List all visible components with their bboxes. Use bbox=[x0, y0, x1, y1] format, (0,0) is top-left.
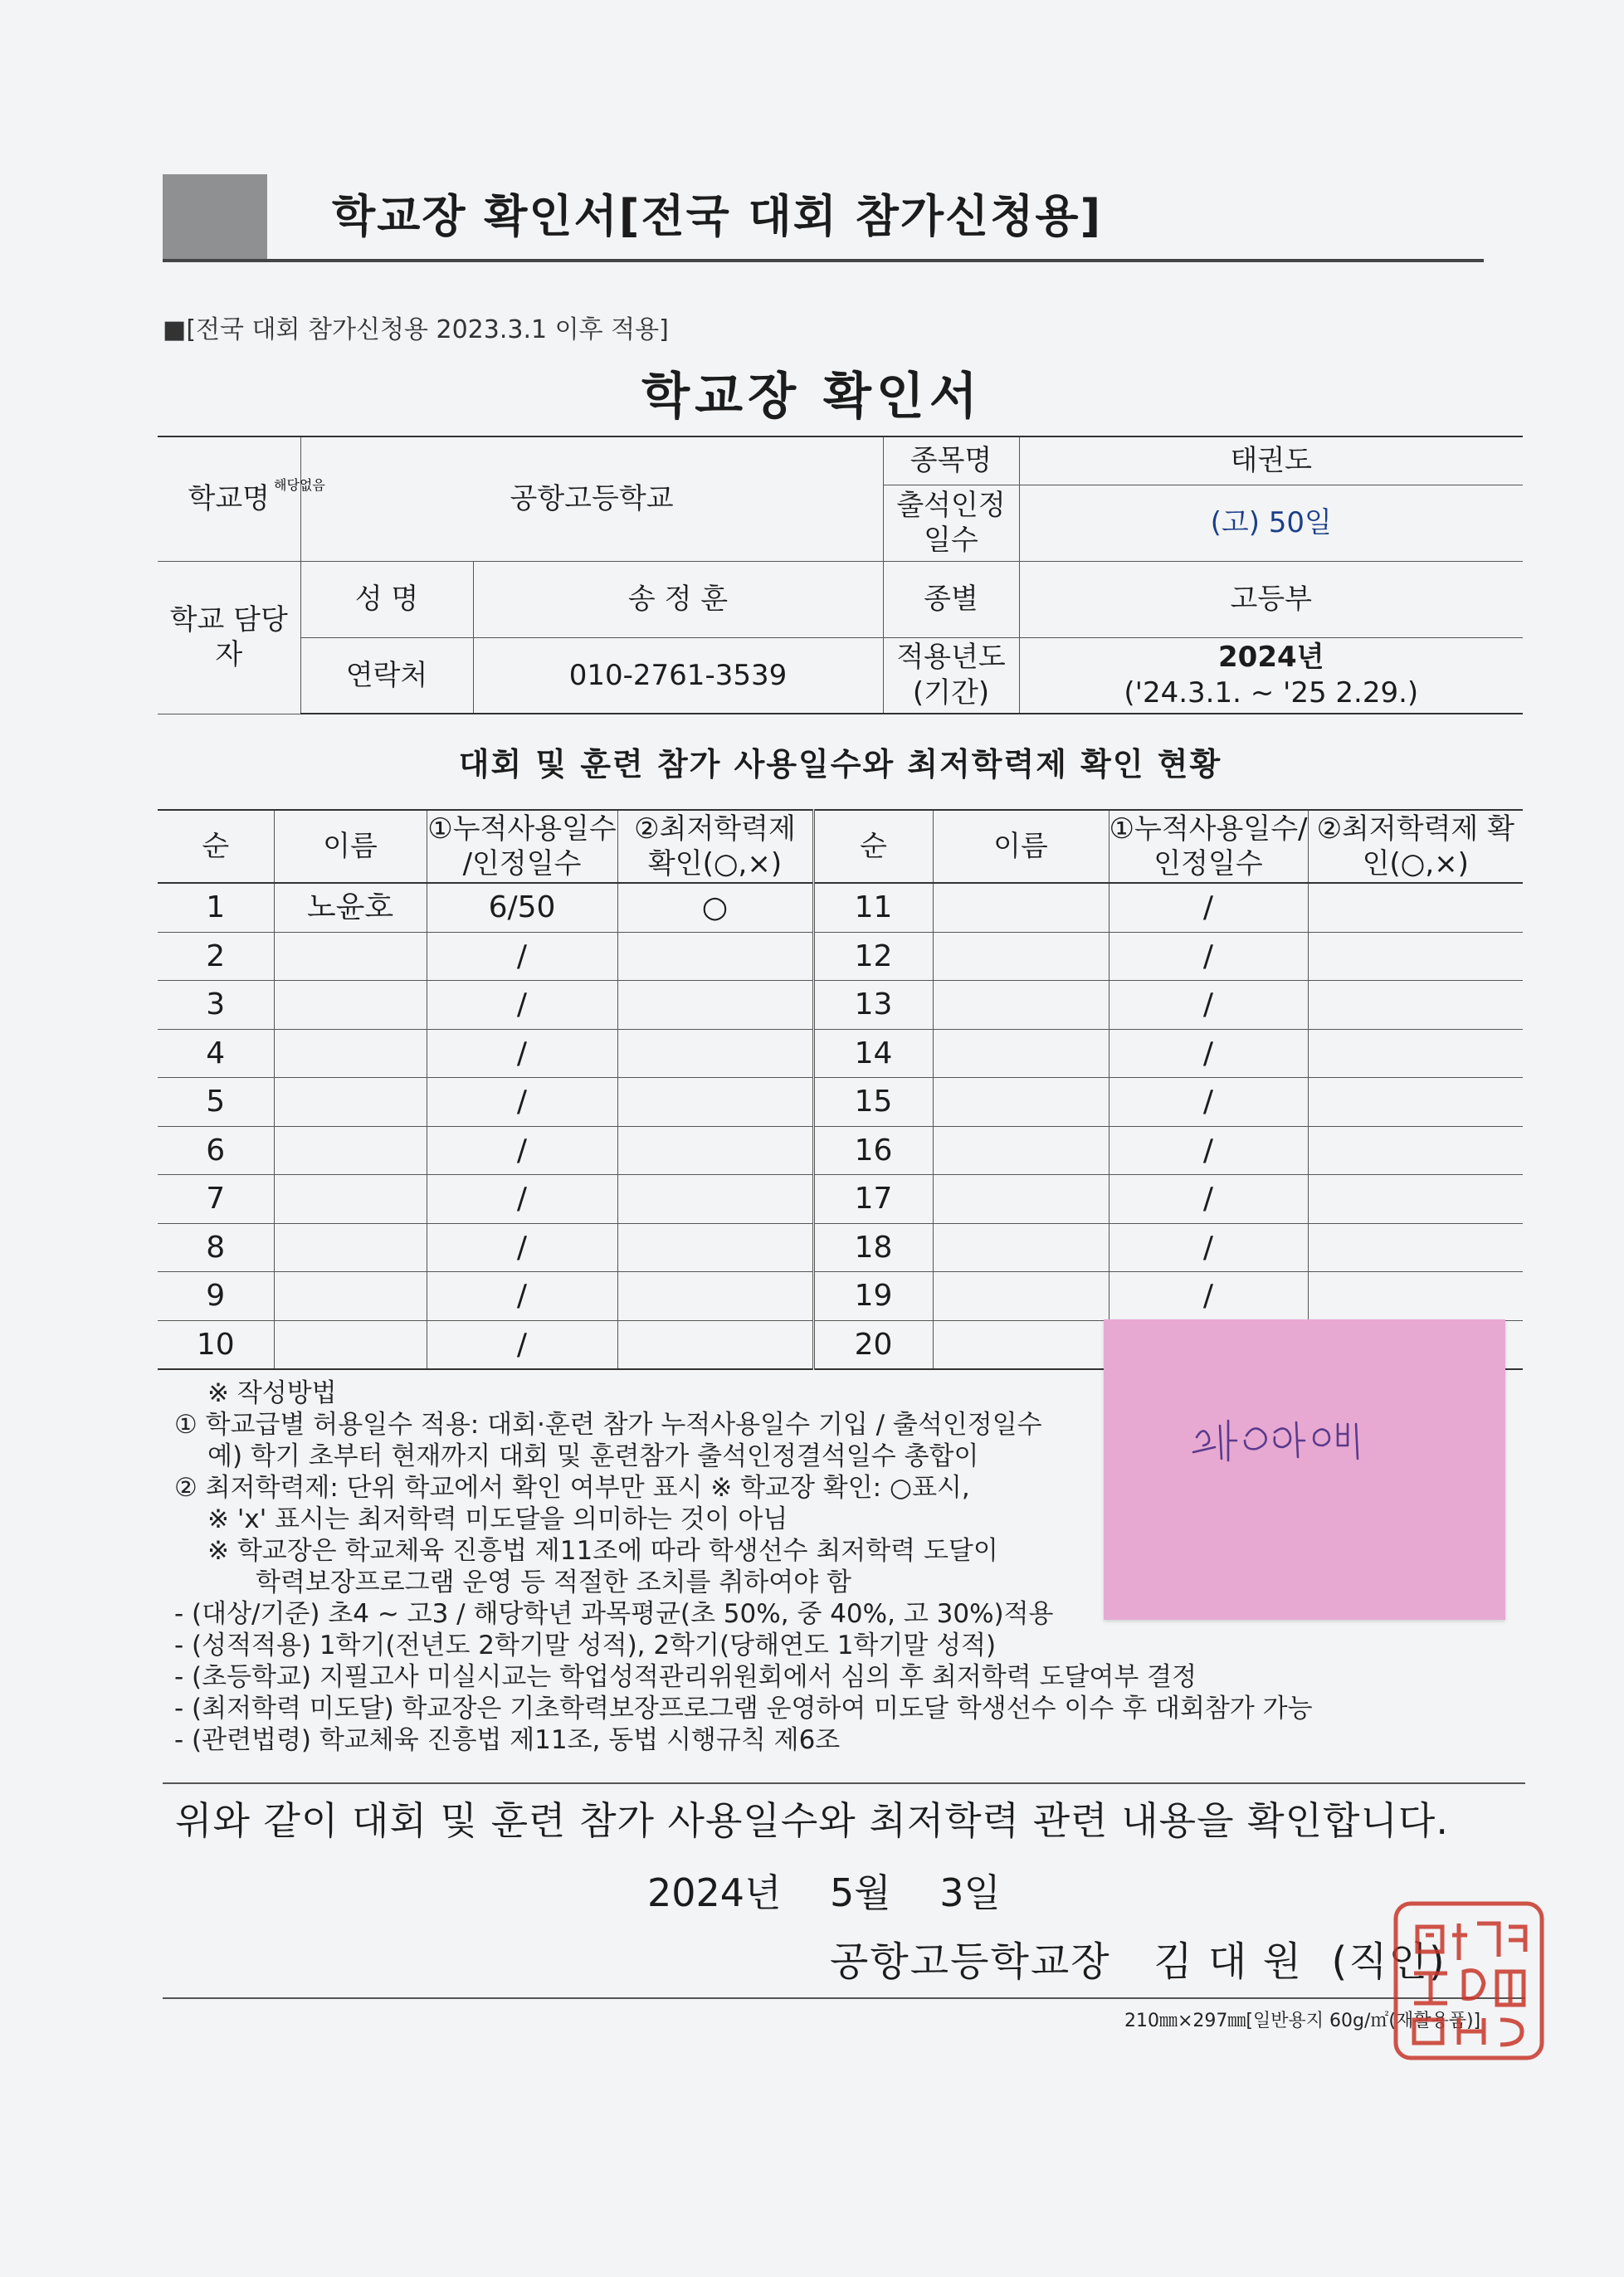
row-days: / bbox=[427, 932, 617, 981]
col-header-days-2: ①누적사용일수/ 인정일수 bbox=[1109, 810, 1308, 883]
applies-note: ■[전국 대회 참가신청용 2023.3.1 이후 적용] bbox=[163, 315, 669, 344]
manager-label: 학교 담당자 bbox=[158, 561, 300, 714]
issue-date bbox=[647, 1863, 1001, 1918]
row-name bbox=[274, 981, 427, 1030]
row-days-2: / bbox=[1109, 1272, 1308, 1321]
school-label: 학교명 bbox=[158, 436, 300, 561]
note-line: 예) 학기 초부터 현재까지 대회 및 훈련참가 출석인정결석일수 총합이 bbox=[207, 1441, 979, 1471]
note-line: ※ 'x' 표시는 최저학력 미도달을 의미하는 것이 아님 bbox=[207, 1504, 788, 1534]
principal-signature: 공항고등학교장 김 대 원 (직인) bbox=[830, 1938, 1446, 1985]
note-line: 학력보장프로그램 운영 등 적절한 조치를 취하여야 함 bbox=[256, 1568, 851, 1597]
table-row bbox=[158, 1175, 1523, 1224]
document-title: 학교장 확인서 bbox=[641, 368, 983, 426]
row-name-2 bbox=[933, 981, 1109, 1030]
row-number: 3 bbox=[158, 981, 274, 1030]
col-header-no-2: 순 bbox=[813, 810, 933, 883]
col-header-days: ①누적사용일수 /인정일수 bbox=[427, 810, 617, 883]
row-minimum-2 bbox=[1308, 1175, 1523, 1224]
row-days-2: / bbox=[1109, 1223, 1308, 1272]
row-minimum bbox=[617, 1029, 813, 1078]
date-month: 5월 bbox=[830, 1870, 891, 1915]
row-name bbox=[274, 1223, 427, 1272]
name-label: 성 명 bbox=[300, 561, 473, 637]
row-days-2: / bbox=[1109, 932, 1308, 981]
table-row bbox=[158, 1078, 1523, 1127]
row-number: 4 bbox=[158, 1029, 274, 1078]
bottom-divider bbox=[163, 1997, 1525, 1999]
table-row bbox=[158, 1126, 1523, 1175]
row-minimum bbox=[617, 1126, 813, 1175]
sport-label: 종목명 bbox=[883, 436, 1019, 485]
row-number-2: 12 bbox=[813, 932, 933, 981]
table-row bbox=[158, 932, 1523, 981]
row-name-2 bbox=[933, 1175, 1109, 1224]
note-line: ※ 작성방법 bbox=[207, 1378, 337, 1408]
row-minimum bbox=[617, 932, 813, 981]
row-name-2 bbox=[933, 1272, 1109, 1321]
note-line: - (대상/기준) 초4 ~ 고3 / 해당학년 과목평균(초 50%, 중 40%, 고 30%)적용 bbox=[174, 1599, 1054, 1629]
attendance-label: 출석인정 일수 bbox=[883, 485, 1019, 561]
table-row bbox=[158, 981, 1523, 1030]
row-number: 5 bbox=[158, 1078, 274, 1127]
row-number: 9 bbox=[158, 1272, 274, 1321]
col-header-no: 순 bbox=[158, 810, 274, 883]
row-number: 2 bbox=[158, 932, 274, 981]
date-year: 2024년 bbox=[647, 1870, 782, 1915]
table-row bbox=[158, 1272, 1523, 1321]
col-header-min-2: ②최저학력제 확인(○,×) bbox=[1308, 810, 1523, 883]
row-days-2: / bbox=[1109, 1029, 1308, 1078]
sticky-note-text: 해당없음 bbox=[274, 477, 325, 493]
row-name bbox=[274, 1078, 427, 1127]
confirm-statement: 위와 같이 대회 및 훈련 참가 사용일수와 최저학력 관련 내용을 확인합니다. bbox=[175, 1798, 1449, 1843]
row-name bbox=[274, 1320, 427, 1369]
row-name-2 bbox=[933, 1029, 1109, 1078]
row-minimum bbox=[617, 981, 813, 1030]
row-minimum-2 bbox=[1308, 1078, 1523, 1127]
row-minimum-2 bbox=[1308, 932, 1523, 981]
row-name-2 bbox=[933, 1078, 1109, 1127]
name-value: 송 정 훈 bbox=[473, 561, 883, 637]
year-label: 적용년도 (기간) bbox=[883, 637, 1019, 714]
row-days: / bbox=[427, 1272, 617, 1321]
row-name bbox=[274, 1126, 427, 1175]
row-name-2 bbox=[933, 883, 1109, 932]
attendance-value: (고) 50일 bbox=[1019, 485, 1523, 561]
year-cell bbox=[1019, 637, 1523, 714]
table-row bbox=[158, 883, 1523, 932]
date-day: 3일 bbox=[939, 1870, 1001, 1915]
row-name-2 bbox=[933, 1223, 1109, 1272]
division-label: 종별 bbox=[883, 561, 1019, 637]
row-days: / bbox=[427, 1223, 617, 1272]
row-name bbox=[274, 1029, 427, 1078]
row-number-2: 19 bbox=[813, 1272, 933, 1321]
row-minimum bbox=[617, 1175, 813, 1224]
official-seal-icon bbox=[1384, 1894, 1553, 2068]
division-value: 고등부 bbox=[1019, 561, 1523, 637]
paper-spec: 210㎜×297㎜[일반용지 60g/㎡(재활용품)] bbox=[1124, 2011, 1481, 2031]
contact-label: 연락처 bbox=[300, 637, 473, 714]
row-number-2: 15 bbox=[813, 1078, 933, 1127]
school-name: 공항고등학교 bbox=[300, 436, 883, 561]
row-minimum: ○ bbox=[617, 883, 813, 932]
row-number-2: 14 bbox=[813, 1029, 933, 1078]
row-days: / bbox=[427, 1320, 617, 1369]
row-days: / bbox=[427, 1029, 617, 1078]
row-days-2: / bbox=[1109, 1126, 1308, 1175]
note-line: - (초등학교) 지필고사 미실시교는 학업성적관리위원회에서 심의 후 최저학력 도달여부 결정 bbox=[174, 1662, 1197, 1692]
row-minimum-2 bbox=[1308, 1223, 1523, 1272]
note-line: ② 최저학력제: 단위 학교에서 확인 여부만 표시 ※ 학교장 확인: ○표시, bbox=[174, 1473, 970, 1503]
row-days-2: / bbox=[1109, 1175, 1308, 1224]
row-number-2: 13 bbox=[813, 981, 933, 1030]
row-name-2 bbox=[933, 932, 1109, 981]
row-number: 1 bbox=[158, 883, 274, 932]
row-days: / bbox=[427, 1126, 617, 1175]
row-name bbox=[274, 932, 427, 981]
note-line: - (관련법령) 학교체육 진흥법 제11조, 동법 시행규칙 제6조 bbox=[174, 1725, 841, 1755]
section-title: 대회 및 훈련 참가 사용일수와 최저학력제 확인 현황 bbox=[458, 746, 1222, 783]
row-name: 노윤호 bbox=[274, 883, 427, 932]
banner-underline bbox=[163, 259, 1484, 262]
row-minimum bbox=[617, 1078, 813, 1127]
row-number-2: 16 bbox=[813, 1126, 933, 1175]
sport-value: 태권도 bbox=[1019, 436, 1523, 485]
row-minimum bbox=[617, 1320, 813, 1369]
usage-table bbox=[158, 809, 1523, 1370]
row-days-2: / bbox=[1109, 981, 1308, 1030]
row-number: 6 bbox=[158, 1126, 274, 1175]
row-name-2 bbox=[933, 1320, 1109, 1369]
row-minimum-2 bbox=[1308, 1272, 1523, 1321]
contact-value: 010-2761-3539 bbox=[473, 637, 883, 714]
col-header-name: 이름 bbox=[274, 810, 427, 883]
note-line: - (성적적용) 1학기(전년도 2학기말 성적), 2학기(당해연도 1학기말 성적) bbox=[174, 1631, 997, 1660]
row-minimum-2 bbox=[1308, 883, 1523, 932]
row-days: / bbox=[427, 1078, 617, 1127]
note-line: ① 학교급별 허용일수 적용: 대회·훈련 참가 누적사용일수 기입 / 출석인정일수 bbox=[174, 1410, 1042, 1440]
period-value: ('24.3.1. ~ '25 2.29.) bbox=[1124, 675, 1419, 709]
row-number: 7 bbox=[158, 1175, 274, 1224]
row-number: 8 bbox=[158, 1223, 274, 1272]
row-number-2: 17 bbox=[813, 1175, 933, 1224]
col-header-name-2: 이름 bbox=[933, 810, 1109, 883]
row-days: 6/50 bbox=[427, 883, 617, 932]
banner-block bbox=[163, 174, 267, 262]
divider bbox=[163, 1782, 1525, 1784]
row-minimum bbox=[617, 1223, 813, 1272]
col-header-min: ②최저학력제 확인(○,×) bbox=[617, 810, 813, 883]
row-days-2: / bbox=[1109, 1078, 1308, 1127]
row-name bbox=[274, 1175, 427, 1224]
row-minimum-2 bbox=[1308, 981, 1523, 1030]
row-number-2: 20 bbox=[813, 1320, 933, 1369]
row-minimum-2 bbox=[1308, 1029, 1523, 1078]
row-minimum-2 bbox=[1308, 1126, 1523, 1175]
row-days-2: / bbox=[1109, 883, 1308, 932]
row-name-2 bbox=[933, 1126, 1109, 1175]
row-name bbox=[274, 1272, 427, 1321]
school-info-table bbox=[158, 436, 1523, 714]
note-line: - (최저학력 미도달) 학교장은 기초학력보장프로그램 운영하여 미도달 학생선수 이수 후 대회참가 가능 bbox=[174, 1694, 1313, 1724]
note-line: ※ 학교장은 학교체육 진흥법 제11조에 따라 학생선수 최저학력 도달이 bbox=[207, 1536, 998, 1566]
year-value: 2024년 bbox=[1218, 641, 1324, 675]
row-minimum bbox=[617, 1272, 813, 1321]
row-days: / bbox=[427, 1175, 617, 1224]
row-number-2: 11 bbox=[813, 883, 933, 932]
row-number: 10 bbox=[158, 1320, 274, 1369]
banner-title: 학교장 확인서[전국 대회 참가신청용] bbox=[332, 190, 1103, 242]
row-number-2: 18 bbox=[813, 1223, 933, 1272]
row-days: / bbox=[427, 981, 617, 1030]
table-row bbox=[158, 1223, 1523, 1272]
table-row bbox=[158, 1029, 1523, 1078]
